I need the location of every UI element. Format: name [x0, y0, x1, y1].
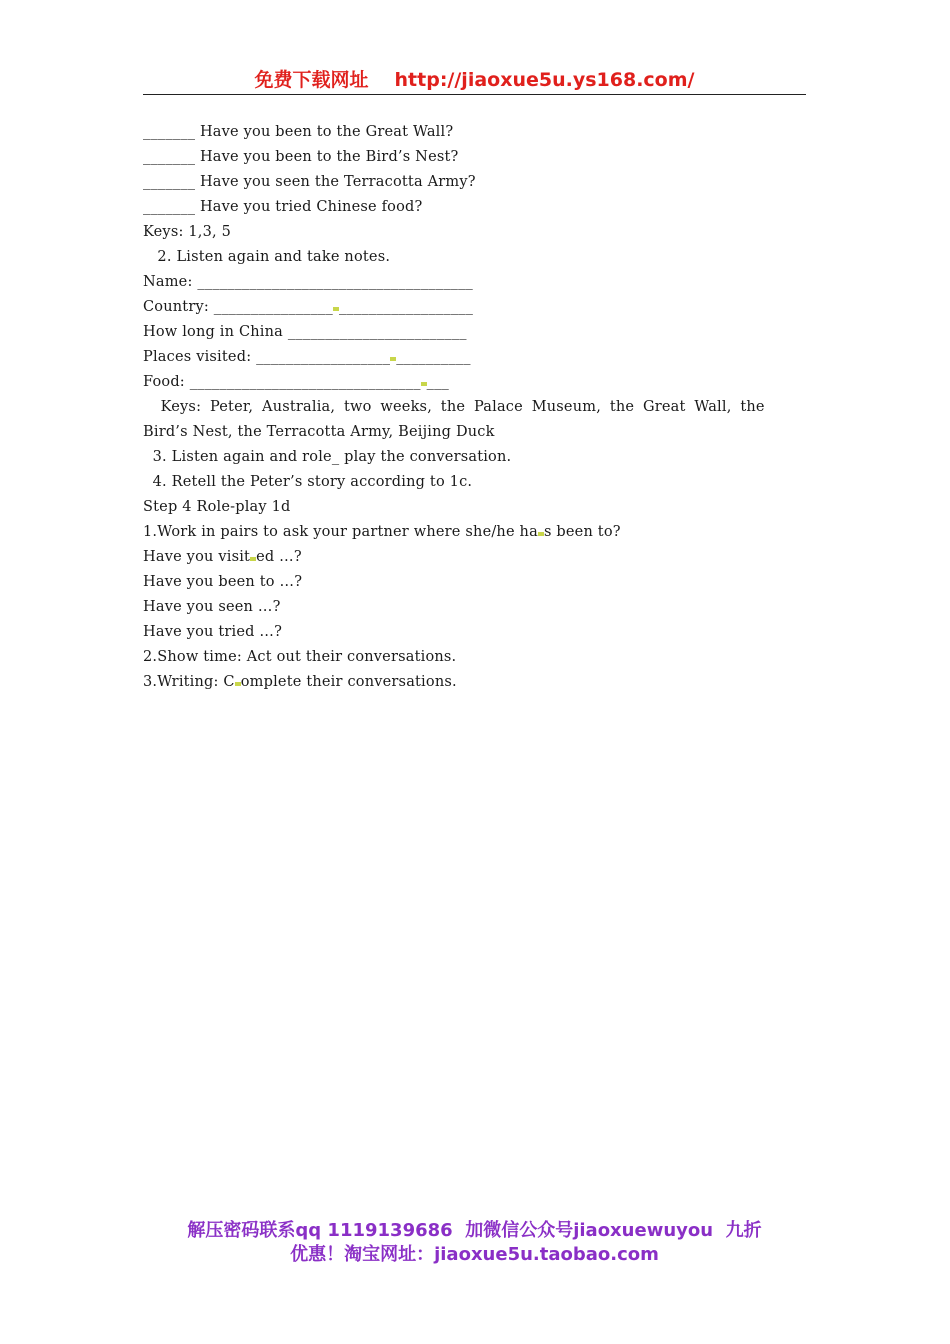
places-field-tail: __________ — [396, 349, 471, 365]
show-time: 2.Show time: Act out their conversations. — [143, 649, 457, 665]
visited-text-tail: ed …? — [256, 549, 302, 565]
visited-text: Have you visit — [143, 549, 251, 565]
writing-text-tail: omplete their conversations. — [240, 674, 457, 690]
question-great-wall: _______ Have you been to the Great Wall? — [143, 124, 454, 140]
prompt-visited — [143, 547, 302, 567]
food-field-tail: ___ — [426, 374, 450, 390]
food-field-text: Food: _______________________________ — [143, 374, 421, 390]
task-retell: 4. Retell the Peter’s story according to 1c. — [143, 474, 473, 490]
writing-task — [143, 672, 457, 692]
header-url[interactable]: http://jiaoxue5u.ys168.com/ — [394, 69, 695, 91]
writing-text: 3.Writing: C — [143, 674, 235, 690]
footer-shop-line: 优惠！淘宝网址：jiaoxue5u.taobao.com — [290, 1244, 659, 1265]
step4-heading: Step 4 Role-play 1d — [143, 499, 291, 515]
country-field — [143, 297, 473, 317]
name-field: Name: _____________________________________ — [143, 274, 474, 290]
country-field-text: Country: ________________ — [143, 299, 333, 315]
page-header — [143, 66, 806, 95]
places-visited-field — [143, 347, 471, 367]
prompt-been-to: Have you been to …? — [143, 574, 303, 590]
work-in-pairs — [143, 522, 621, 542]
keys-answers: Keys: 1,3, 5 — [143, 224, 232, 240]
question-chinese-food: _______ Have you tried Chinese food? — [143, 199, 423, 215]
country-field-tail: __________________ — [338, 299, 474, 315]
how-long-field: How long in China ________________________ — [143, 324, 467, 340]
prompt-tried: Have you tried …? — [143, 624, 283, 640]
task-role-play: 3. Listen again and role_ play the conversation. — [143, 449, 512, 465]
question-birds-nest: _______ Have you been to the Bird’s Nest? — [143, 149, 459, 165]
food-field — [143, 372, 449, 392]
places-field-text: Places visited: __________________ — [143, 349, 391, 365]
keys-notes-line1: Keys: Peter, Australia, two weeks, the Palace Museum, the Great Wall, the — [143, 399, 765, 415]
header-label: 免费下载网址 — [254, 69, 369, 91]
question-terracotta-army: _______ Have you seen the Terracotta Army? — [143, 174, 476, 190]
work-text: 1.Work in pairs to ask your partner where she/he ha — [143, 524, 538, 540]
keys-notes-line2: Bird’s Nest, the Terracotta Army, Beijing Duck — [143, 424, 495, 440]
footer-contact-line: 解压密码联系qq 1119139686 加微信公众号jiaoxuewuyou 九折 — [187, 1220, 762, 1241]
task-take-notes: 2. Listen again and take notes. — [143, 249, 391, 265]
work-text-tail: s been to? — [543, 524, 621, 540]
prompt-seen: Have you seen …? — [143, 599, 281, 615]
